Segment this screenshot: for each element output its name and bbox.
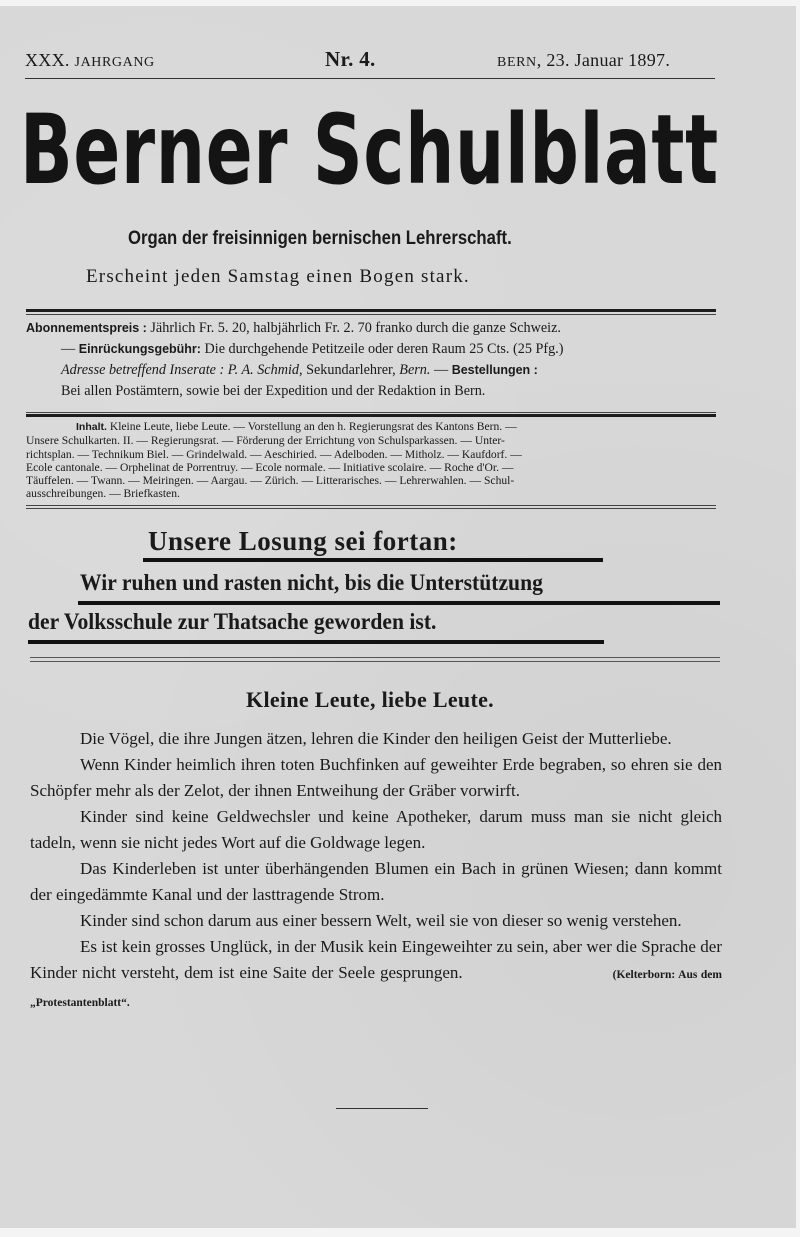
masthead-subtitle: Organ der freisinnigen bernischen Lehrerschaft. [128, 228, 512, 249]
issue-number: Nr. 4. [325, 47, 376, 71]
toc-line: ausschreibungen. — Briefkasten. [26, 487, 180, 501]
paragraph [30, 934, 722, 1016]
double-rule [30, 657, 720, 665]
paragraph: Wenn Kinder heimlich ihren toten Buchfinken auf geweihter Erde begraben, so ehren sie den Schöpfer mehr als der Zelot, der ihnen Entweihung der Gräber vorwirft. [30, 755, 722, 800]
volume-label [25, 50, 155, 74]
double-rule [26, 410, 716, 417]
place: BERN [497, 55, 537, 70]
toc-line: Ecole cantonale. — Orphelinat de Porrentruy. — Ecole normale. — Initiative scolaire. — Roche d'Or. — [26, 460, 514, 474]
subscription-info [26, 318, 720, 402]
motto-line-1: Wir ruhen und rasten nicht, bis die Unterstützung [80, 570, 543, 595]
paragraph: Das Kinderleben ist unter überhängenden Blumen ein Bach in grünen Wiesen; dann kommt der eingedämmte Kanal und der lasttragende Strom. [30, 859, 722, 904]
insertion-fee-label: Einrückungsgebühr: [78, 342, 201, 356]
header-rule [25, 78, 715, 79]
paragraph: Kinder sind keine Geldwechsler und keine Apotheker, darum muss man sie nicht gleich tadeln, wenn sie nicht jedes Wort auf die Goldwage legen. [30, 807, 722, 852]
end-rule [336, 1108, 428, 1109]
motto-line-2: der Volksschule zur Thatsache geworden ist. [28, 609, 437, 634]
info-line-2 [26, 339, 720, 360]
toc-line: richtsplan. — Technikum Biel. — Grindelwald. — Aeschiried. — Adelboden. — Mitholz. — Kaufdorf. — [26, 447, 522, 461]
paragraph: Die Vögel, die ihre Jungen ätzen, lehren die Kinder den heiligen Geist der Mutterliebe. [80, 729, 672, 748]
motto-underline [78, 601, 720, 605]
volume-word: JAHRGANG [74, 55, 155, 70]
insertion-fee: Die durchgehende Petitzeile oder deren Raum 25 Cts. (25 Pfg.) [200, 341, 564, 357]
motto-underline [143, 558, 603, 562]
info-line-4: Bei allen Postämtern, sowie bei der Expedition und der Redaktion in Bern. [61, 383, 486, 399]
toc-line: Unsere Schulkarten. II. — Regierungsrat. — Förderung der Errichtung von Schulsparkassen. — Unter- [26, 434, 505, 448]
dash: — [430, 362, 452, 378]
masthead-tagline: Erscheint jeden Samstag einen Bogen stark. [86, 266, 470, 287]
article-body [30, 726, 722, 1016]
toc-text: Kleine Leute, liebe Leute. — Vorstellung an den h. Regierungsrat des Kantons Bern. — [106, 420, 517, 433]
info-line-1 [26, 318, 720, 339]
table-of-contents [26, 420, 720, 501]
toc-label: Inhalt. [76, 421, 107, 433]
subscription-price: Jährlich Fr. 5. 20, halbjährlich Fr. 2. 70 franko durch die ganze Schweiz. [146, 320, 561, 336]
date: , 23. Januar 1897. [536, 50, 671, 70]
motto-underline [28, 640, 604, 644]
dash: — [61, 341, 79, 357]
info-line-3 [26, 360, 720, 381]
double-rule [26, 309, 716, 315]
double-rule [26, 503, 716, 509]
paragraph: Kinder sind schon darum aus einer bessern Welt, weil sie von dieser so wenig verstehen. [80, 911, 682, 930]
article-source: (Kelterborn: Aus dem „Protestantenblatt“. [30, 969, 722, 1009]
paragraph-text: Es ist kein grosses Unglück, in der Musik kein Eingeweihter zu sein, aber wer die Sprache der Kinder nicht versteht, dem ist eine Saite der Seele gesprungen. [30, 937, 722, 982]
toc-line: Täuffelen. — Twann. — Meiringen. — Aargau. — Zürich. — Litterarisches. — Lehrerwahlen. — Schul- [26, 474, 515, 488]
orders-label: Bestellungen : [451, 363, 538, 377]
ad-address-city: Bern. [399, 362, 431, 378]
issue-date [497, 50, 670, 74]
toc-line [26, 420, 720, 434]
subscription-label: Abonnementspreis : [26, 321, 147, 335]
article-title: Kleine Leute, liebe Leute. [246, 687, 494, 712]
ad-address-role: Sekundarlehrer, [302, 362, 400, 378]
motto-heading: Unsere Losung sei fortan: [148, 526, 458, 556]
masthead-title-text: Berner Schulblatt [20, 94, 719, 206]
masthead-title [20, 94, 719, 206]
volume-number: XXX. [25, 50, 70, 70]
ad-address: Adresse betreffend Inserate : P. A. Schmid, [61, 362, 303, 378]
